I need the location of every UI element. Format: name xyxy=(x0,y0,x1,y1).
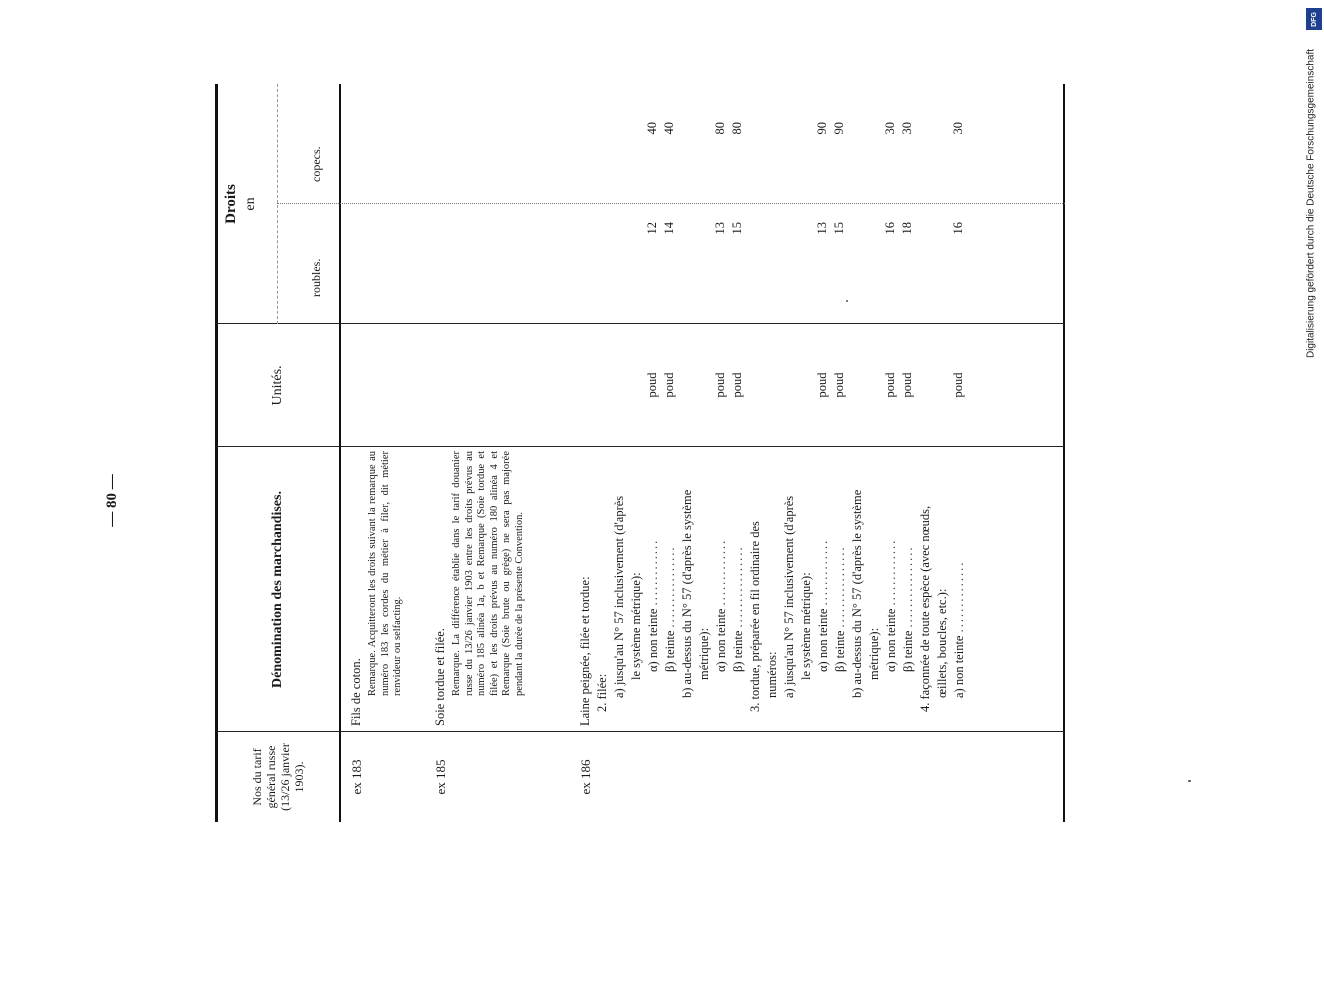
remark-text: Remarque. Acquitteront les droits suivant la remarque au numéro 183 les cordes du métier à filer, dit métier renvideur ou selfacting. xyxy=(367,451,403,696)
scan-speck xyxy=(846,300,848,302)
goods-line: b) au-dessus du N° 57 (d'après le système xyxy=(680,489,694,698)
table-top-rule xyxy=(215,84,218,822)
column-divider xyxy=(215,731,1065,732)
goods-line: métrique): xyxy=(867,627,881,680)
copecs-value: 30 xyxy=(951,122,965,135)
page-number-text: — 80 — xyxy=(103,473,120,527)
digitization-note-text: Digitalisierung gefördert durch die Deutsche Forschungsgemeinschaft xyxy=(1305,48,1317,359)
roubles-value: 16 xyxy=(951,222,965,235)
header-copecs: copecs. xyxy=(309,146,323,182)
goods-heading: Fils de coton. xyxy=(349,658,363,726)
header-duties-en: en xyxy=(243,197,258,211)
goods-line-text: α) non teinte xyxy=(714,608,728,672)
goods-line: a) jusqu'au N° 57 inclusivement (d'après xyxy=(782,495,796,698)
unit-value: poud xyxy=(815,372,829,398)
header-roubles: roubles. xyxy=(309,258,323,297)
unit-value: poud xyxy=(832,372,846,398)
goods-line: 3. tordue, préparée en fil ordinaire des xyxy=(748,521,762,712)
roubles-value: 15 xyxy=(730,222,744,235)
roubles-value: 12 xyxy=(645,222,659,235)
roubles-value: 18 xyxy=(900,222,914,235)
copecs-value: 30 xyxy=(900,122,914,135)
goods-line: numéros: xyxy=(765,651,779,698)
goods-line-text: α) non teinte xyxy=(884,608,898,672)
header-goods-name xyxy=(219,447,337,732)
unit-value: poud xyxy=(662,372,676,398)
leader-dots: ............. xyxy=(646,538,660,606)
roubles-value: 14 xyxy=(662,222,676,235)
leader-dots: ................ xyxy=(663,545,677,628)
column-divider xyxy=(277,203,1065,204)
goods-line-text: β) teinte xyxy=(901,630,915,672)
goods-line: œillets, boucles, etc.): xyxy=(935,588,949,698)
goods-line: le système métrique): xyxy=(799,572,813,680)
unit-value: poud xyxy=(900,372,914,398)
leader-dots: ................ xyxy=(833,545,847,628)
copecs-value: 40 xyxy=(645,122,659,135)
leader-dots: ............. xyxy=(816,538,830,606)
roubles-value: 13 xyxy=(815,222,829,235)
digitization-note xyxy=(1296,10,1324,400)
copecs-value: 40 xyxy=(662,122,676,135)
header-bottom-rule xyxy=(339,84,341,822)
unit-value: poud xyxy=(713,372,727,398)
goods-line-text: α) non teinte xyxy=(646,608,660,672)
goods-line-text: β) teinte xyxy=(663,630,677,672)
goods-line: 4. façonnée de toute espèce (avec nœuds, xyxy=(918,505,932,712)
tariff-number: ex 185 xyxy=(433,759,448,795)
leader-dots: .............. xyxy=(952,560,966,633)
goods-line-text: β) teinte xyxy=(731,630,745,672)
leader-dots: ................ xyxy=(901,545,915,628)
header-tariff-number xyxy=(219,732,337,822)
unit-value: poud xyxy=(645,372,659,398)
goods-heading: Laine peignée, filée et tordue: xyxy=(578,576,592,726)
copecs-value: 90 xyxy=(832,122,846,135)
header-tariff-number-text: Nos du tarif général russe (13/26 janvier 1903). xyxy=(250,743,306,811)
unit-value: poud xyxy=(951,372,965,398)
leader-dots: ................ xyxy=(731,545,745,628)
unit-value: poud xyxy=(883,372,897,398)
header-units xyxy=(219,324,337,447)
header-goods-name-text: Dénomination des marchandises. xyxy=(270,491,285,688)
goods-line-text: a) non teinte xyxy=(952,635,966,698)
unit-value: poud xyxy=(730,372,744,398)
copecs-value: 80 xyxy=(730,122,744,135)
header-units-text: Unités. xyxy=(270,365,285,406)
dfg-logo-text: DFG xyxy=(1310,11,1318,27)
leader-dots: ............. xyxy=(884,538,898,606)
copecs-value: 90 xyxy=(815,122,829,135)
droits-subheader-rule xyxy=(277,84,278,324)
goods-line-text: α) non teinte xyxy=(816,608,830,672)
goods-line-text: β) teinte xyxy=(833,630,847,672)
goods-heading: Soie tordue et filée. xyxy=(433,628,447,726)
remark-text: Remarque. La différence établie dans le tarif douanier russe du 13/26 janvier 1903 entre les droits prévus au numéro 185 alinéa 1a, b et Remarque (Soie tordue et filée) et les droits prévus au numéro 180 alinéa 4 et Remarque (Soie brute ou grège) ne sera pas majorée pendant la durée de la présente Convention. xyxy=(451,451,525,696)
scan-speck xyxy=(1188,780,1191,782)
page-number xyxy=(97,470,127,530)
table-bottom-rule xyxy=(1063,84,1065,822)
tariff-number: ex 186 xyxy=(578,759,593,795)
goods-line: 2. filée: xyxy=(595,673,609,712)
goods-line: a) jusqu'au N° 57 inclusivement (d'après xyxy=(612,495,626,698)
column-divider xyxy=(215,323,1065,324)
roubles-value: 13 xyxy=(713,222,727,235)
goods-line: métrique): xyxy=(697,627,711,680)
tariff-table xyxy=(215,84,1065,822)
goods-line: le système métrique): xyxy=(629,572,643,680)
tariff-number: ex 183 xyxy=(349,759,364,795)
leader-dots: ............. xyxy=(714,538,728,606)
goods-line xyxy=(951,423,968,698)
header-duties xyxy=(221,84,261,324)
copecs-value: 80 xyxy=(713,122,727,135)
roubles-value: 16 xyxy=(883,222,897,235)
header-duties-title: Droits xyxy=(223,184,239,224)
copecs-value: 30 xyxy=(883,122,897,135)
roubles-value: 15 xyxy=(832,222,846,235)
goods-line: b) au-dessus du N° 57 (d'après le système xyxy=(850,489,864,698)
